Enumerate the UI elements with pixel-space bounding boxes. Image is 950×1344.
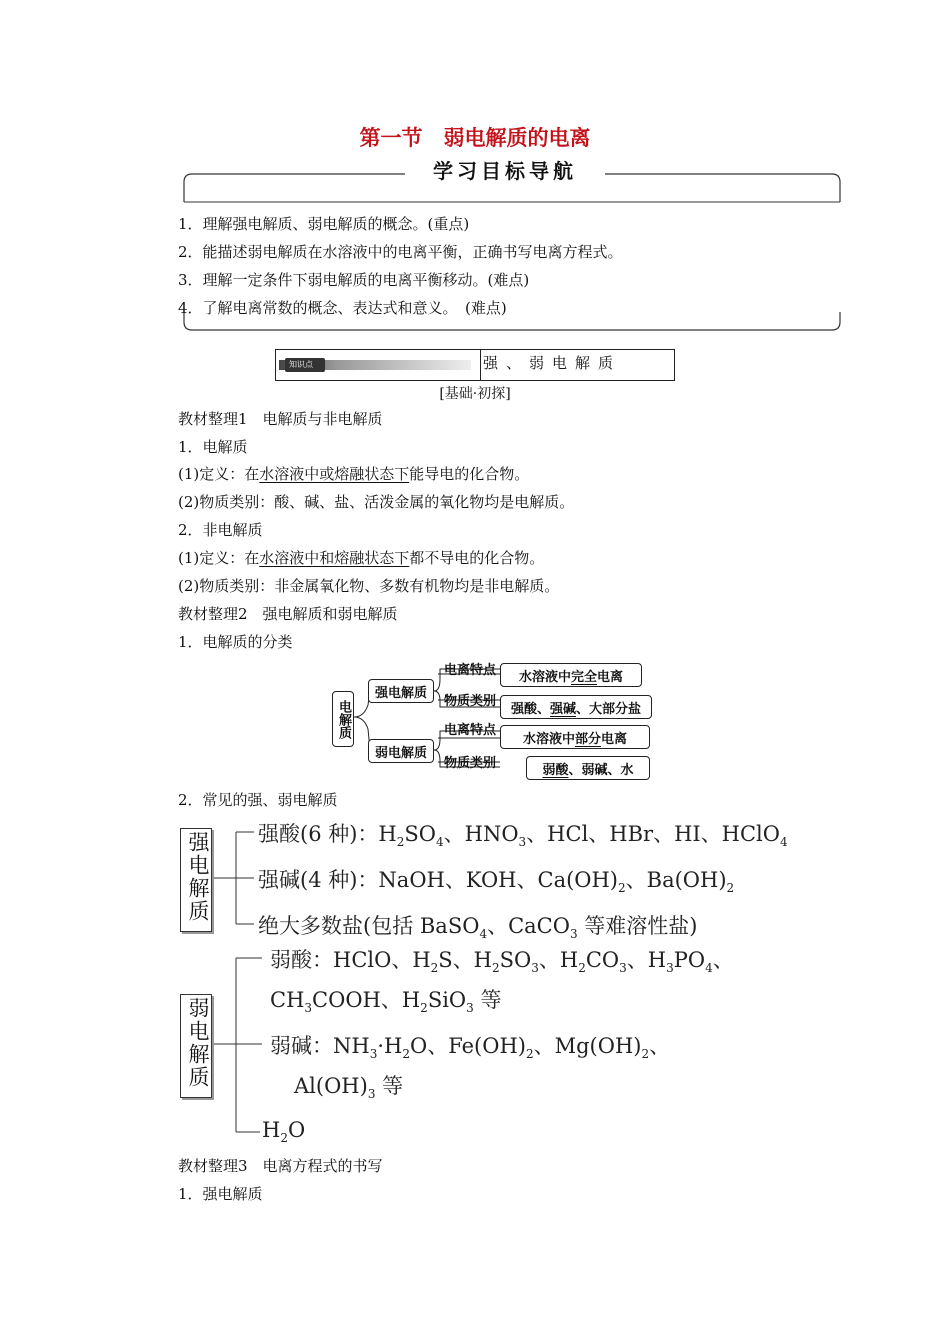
nonelectrolyte-category: (2)物质类别：非金属氧化物、多数有机物均是非电解质。 xyxy=(178,577,560,595)
electrolyte-title: 1．电解质 xyxy=(178,438,248,456)
strong-ion-box: 水溶液中 完全 电离 xyxy=(500,663,642,687)
diagram-strong: 强电解质 xyxy=(368,679,434,703)
strong-substance-type-label: 物质类别 xyxy=(444,694,497,709)
classification-title: 1．电解质的分类 xyxy=(178,633,293,651)
weak-acid-line-2: $CH_3COOH$、$H_2SiO_3$ 等 xyxy=(270,988,502,1016)
nonelectrolyte-definition: (1)定义：在水溶液中和熔融状态下都不导电的化合物。 xyxy=(178,549,545,567)
strong-electrolyte-equation-title: 1．强电解质 xyxy=(178,1185,263,1203)
weak-substance-type-label: 物质类别 xyxy=(444,756,497,771)
objective-2: 2．能描述弱电解质在水溶液中的电离平衡，正确书写电离方程式。 xyxy=(178,243,623,261)
diagram-root: 电解质 xyxy=(332,691,354,747)
strong-ion-feature-label: 电离特点 xyxy=(444,663,497,678)
banner-caption: [基础·初探] xyxy=(439,386,511,402)
banner-badge-text: 知识点 xyxy=(289,360,313,369)
section1-heading: 教材整理1 电解质与非电解质 xyxy=(178,410,383,428)
banner-label: 强、弱电解质 xyxy=(483,354,622,372)
weak-base-line-2: $Al(OH)_3$ 等 xyxy=(294,1074,404,1102)
weak-base-line: 弱碱：$NH_3\cdot H_2O$、$Fe(OH)_2$、$Mg(OH)_2$、 xyxy=(270,1034,671,1062)
definition-underline-2: 水溶液中和熔融状态下 xyxy=(259,549,410,567)
weak-electrolyte-box: 弱电解质 xyxy=(180,994,212,1098)
weak-ion-box: 水溶液中 部分 电离 xyxy=(500,725,650,749)
objective-4: 4．了解电离常数的概念、表达式和意义。 (难点) xyxy=(178,299,507,317)
goals-header-text: 学习目标导航 xyxy=(433,159,577,183)
common-electrolytes-title: 2．常见的强、弱电解质 xyxy=(178,791,338,809)
diagram-weak: 弱电解质 xyxy=(368,739,434,763)
nonelectrolyte-title: 2．非电解质 xyxy=(178,521,263,539)
section3-heading: 教材整理3 电离方程式的书写 xyxy=(178,1157,383,1175)
strong-type-box: 强酸、 强碱 、大部分盐 xyxy=(500,695,652,719)
weak-acid-line: 弱酸：HClO、$H_2S$、$H_2SO_3$、$H_2CO_3$、$H_3PO_4$、 xyxy=(270,948,734,976)
strong-electrolyte-box: 强电解质 xyxy=(180,828,212,932)
electrolyte-definition: (1)定义：在水溶液中或熔融状态下能导电的化合物。 xyxy=(178,465,530,483)
objective-1: 1．理解强电解质、弱电解质的概念。(重点) xyxy=(178,215,470,233)
weak-type-box: 弱酸 、弱碱、水 xyxy=(526,756,650,780)
objective-3: 3．理解一定条件下弱电解质的电离平衡移动。(难点) xyxy=(178,271,530,289)
water-line: $H_2O$ xyxy=(262,1118,306,1146)
definition-underline-1: 水溶液中或熔融状态下 xyxy=(259,465,410,483)
strong-acid-line: 强酸(6 种)：$H_2SO_4$、$HNO_3$、HCl、HBr、HI、HClO$_4$ xyxy=(258,822,788,850)
weak-ion-feature-label: 电离特点 xyxy=(444,723,497,738)
electrolyte-category: (2)物质类别：酸、碱、盐、活泼金属的氧化物均是电解质。 xyxy=(178,493,575,511)
strong-salt-line: 绝大多数盐(包括 BaSO$_4$、CaCO$_3$ 等难溶性盐) xyxy=(258,914,698,942)
page-title: 第一节 弱电解质的电离 xyxy=(359,126,591,150)
strong-base-line: 强碱(4 种)：NaOH、KOH、$Ca(OH)_2$、$Ba(OH)_2$ xyxy=(258,868,735,896)
section2-heading: 教材整理2 强电解质和弱电解质 xyxy=(178,605,398,623)
